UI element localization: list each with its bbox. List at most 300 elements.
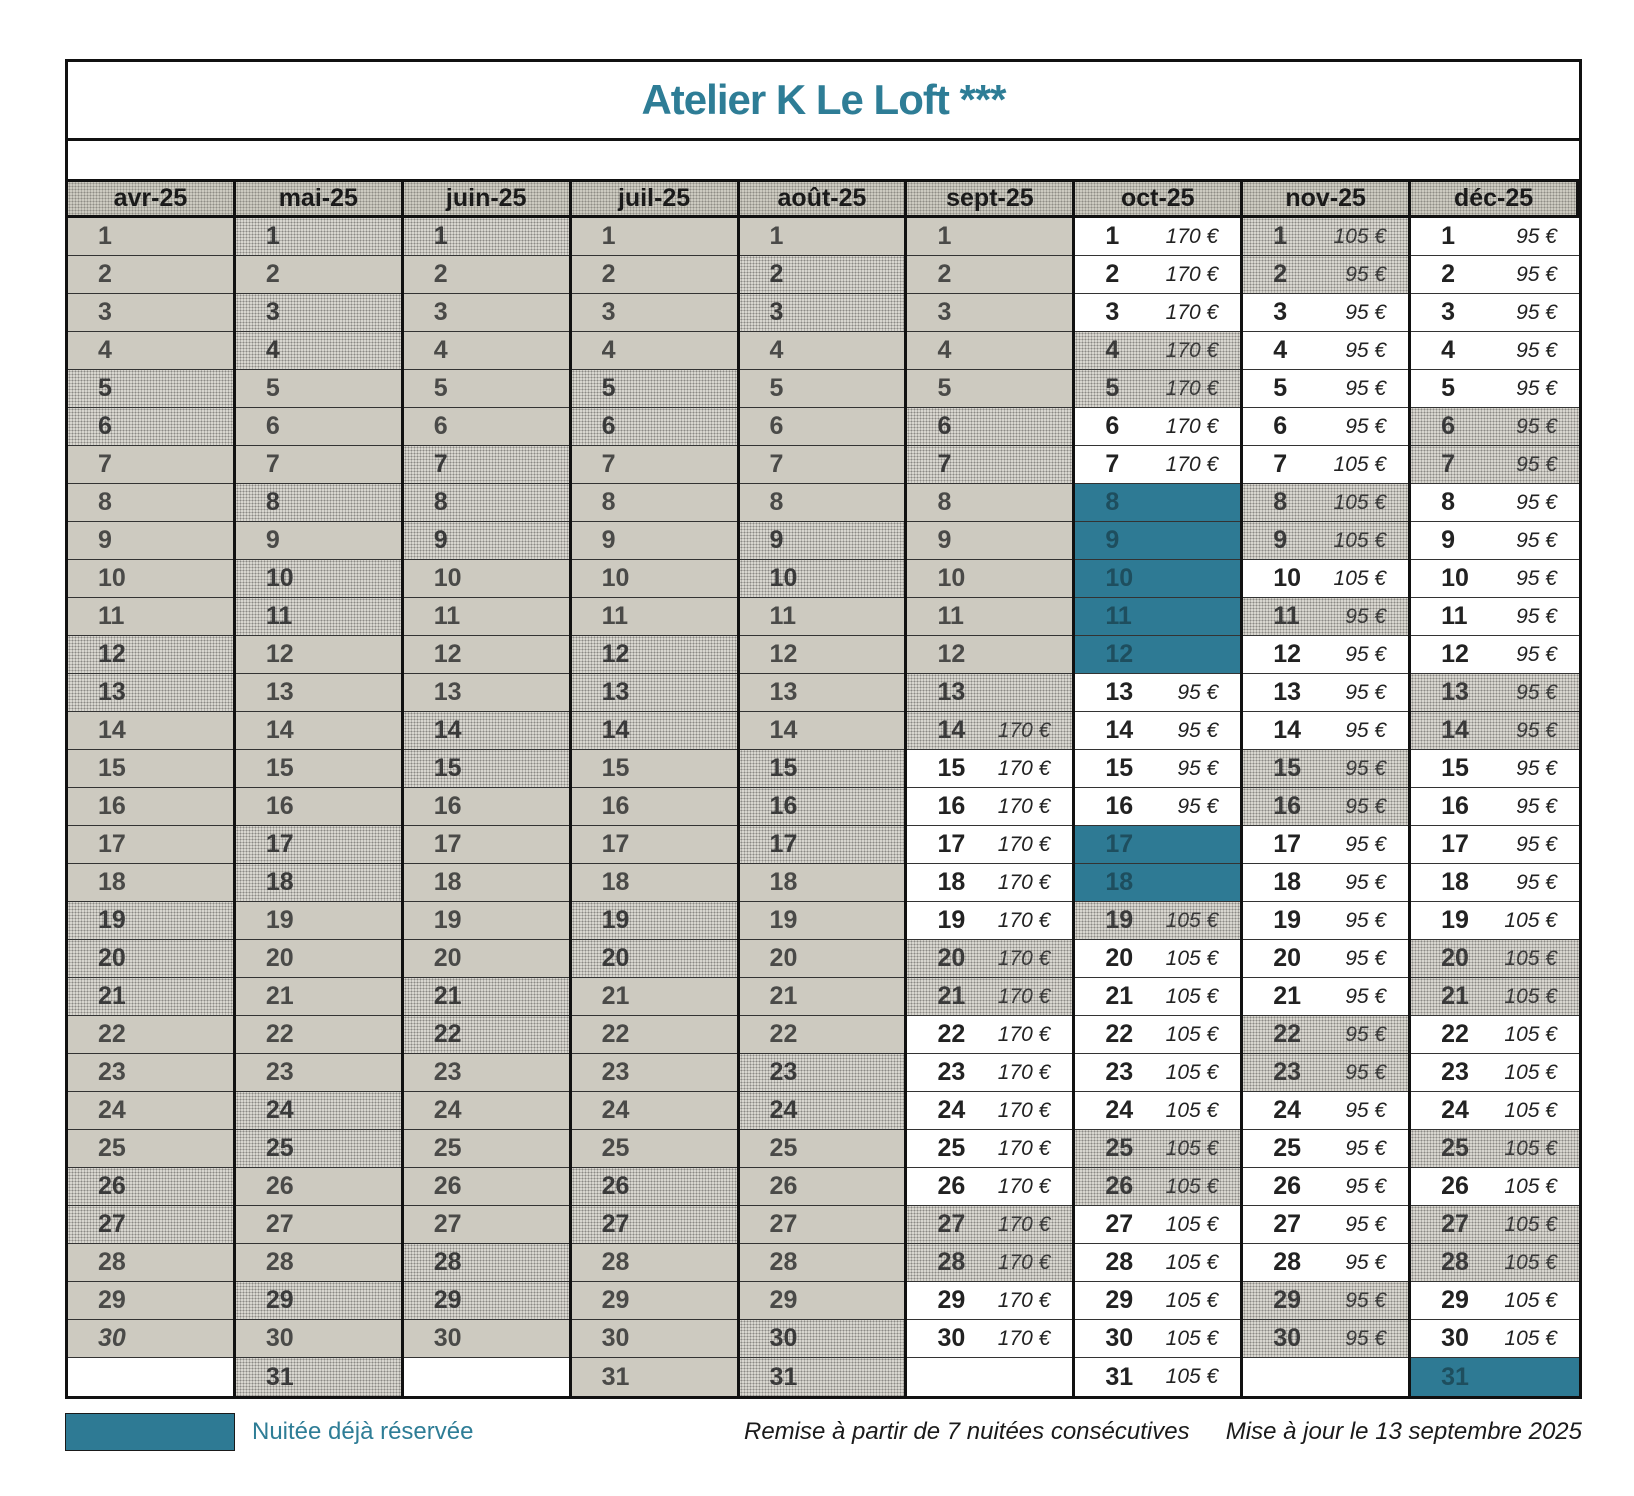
- day-cell[interactable]: [1075, 256, 1240, 294]
- day-number: 21: [769, 982, 798, 1010]
- day-cell: [572, 1244, 737, 1282]
- day-cell: [1243, 1320, 1408, 1358]
- day-number: 27: [1273, 1210, 1302, 1238]
- day-number: 25: [265, 1134, 294, 1162]
- day-number: 11: [937, 602, 964, 630]
- day-cell: [1411, 1358, 1579, 1396]
- day-number: 14: [601, 716, 630, 744]
- day-number: 29: [601, 1286, 630, 1314]
- day-cell: [740, 408, 905, 446]
- night-price: 105 €: [1165, 1250, 1219, 1274]
- day-cell: [740, 1168, 905, 1206]
- day-number: 23: [265, 1058, 294, 1086]
- day-number: 7: [433, 450, 448, 478]
- night-price: 105 €: [1504, 1174, 1557, 1198]
- day-number: 8: [937, 488, 952, 516]
- day-number: 14: [937, 716, 966, 744]
- day-number: 14: [769, 716, 798, 744]
- night-price: 170 €: [997, 1250, 1051, 1274]
- day-cell[interactable]: [1411, 218, 1579, 256]
- day-number: 31: [1441, 1362, 1469, 1391]
- night-price: 105 €: [1504, 946, 1557, 970]
- day-cell[interactable]: [1411, 560, 1579, 598]
- day-number: 12: [1441, 640, 1469, 668]
- day-cell: [236, 1320, 401, 1358]
- day-cell: [740, 1244, 905, 1282]
- day-cell[interactable]: [1243, 902, 1408, 940]
- day-number: 24: [1105, 1096, 1134, 1124]
- day-cell: [572, 598, 737, 636]
- day-number: 3: [98, 298, 112, 326]
- day-number: 12: [769, 640, 798, 668]
- day-cell: [740, 256, 905, 294]
- day-cell: [68, 902, 233, 940]
- night-price: 95 €: [1516, 300, 1557, 324]
- night-price: 170 €: [997, 870, 1051, 894]
- day-cell: [68, 1168, 233, 1206]
- day-cell: [1075, 826, 1240, 864]
- night-price: 105 €: [1504, 1060, 1557, 1084]
- day-number: 12: [937, 640, 966, 668]
- night-price: 95 €: [1516, 642, 1557, 666]
- day-cell: [404, 522, 569, 560]
- month-header: juil-25: [572, 182, 740, 218]
- day-number: 7: [1105, 450, 1120, 478]
- day-number: 23: [433, 1058, 462, 1086]
- day-cell: [572, 294, 737, 332]
- day-cell: [572, 826, 737, 864]
- day-cell[interactable]: [1075, 1244, 1240, 1282]
- day-cell[interactable]: [907, 1092, 1072, 1130]
- day-cell: [572, 788, 737, 826]
- day-number: 8: [1105, 488, 1120, 516]
- day-number: 29: [1441, 1286, 1469, 1314]
- day-number: 17: [601, 830, 630, 858]
- day-cell[interactable]: [1075, 712, 1240, 750]
- day-cell: [572, 522, 737, 560]
- day-cell[interactable]: [1243, 408, 1408, 446]
- day-cell[interactable]: [907, 1016, 1072, 1054]
- day-cell: [740, 560, 905, 598]
- day-cell: [1411, 674, 1579, 712]
- day-cell[interactable]: [1411, 522, 1579, 560]
- day-cell: [572, 1092, 737, 1130]
- night-price: 95 €: [1516, 718, 1557, 742]
- day-cell: [740, 712, 905, 750]
- day-cell[interactable]: [1075, 218, 1240, 256]
- day-number: 25: [937, 1134, 966, 1162]
- day-number: 2: [98, 260, 112, 288]
- day-cell[interactable]: [1075, 446, 1240, 484]
- day-cell: [572, 1282, 737, 1320]
- day-cell: [404, 484, 569, 522]
- day-cell: [68, 218, 233, 256]
- day-cell: [1075, 864, 1240, 902]
- day-cell: [1411, 1206, 1579, 1244]
- day-number: 26: [265, 1172, 294, 1200]
- month-column: [740, 218, 908, 1396]
- day-cell[interactable]: [1411, 902, 1579, 940]
- day-cell: [1411, 1244, 1579, 1282]
- day-number: 27: [937, 1210, 966, 1238]
- day-cell[interactable]: [1075, 1054, 1240, 1092]
- day-cell[interactable]: [907, 826, 1072, 864]
- day-number: 8: [601, 488, 616, 516]
- night-price: 105 €: [1333, 452, 1387, 476]
- day-number: 19: [265, 906, 294, 934]
- day-cell: [572, 256, 737, 294]
- day-cell[interactable]: [1075, 408, 1240, 446]
- day-number: 31: [601, 1362, 630, 1391]
- day-number: 2: [937, 260, 952, 288]
- day-cell: [68, 1320, 233, 1358]
- day-number: 24: [1273, 1096, 1302, 1124]
- day-number: 17: [1105, 830, 1134, 858]
- day-cell: [572, 370, 737, 408]
- day-number: 13: [1273, 678, 1302, 706]
- day-number: 19: [433, 906, 462, 934]
- day-number: 18: [98, 868, 126, 896]
- day-number: 3: [601, 298, 616, 326]
- day-number: 10: [1105, 564, 1134, 592]
- day-number: 22: [1273, 1020, 1302, 1048]
- day-number: 16: [937, 792, 966, 820]
- calendar-frame: [65, 59, 1582, 1399]
- day-cell[interactable]: [1075, 1320, 1240, 1358]
- day-number: 7: [601, 450, 616, 478]
- day-number: 17: [433, 830, 462, 858]
- day-cell: [740, 294, 905, 332]
- day-cell: [1075, 522, 1240, 560]
- night-price: 95 €: [1345, 1136, 1387, 1160]
- night-price: 105 €: [1165, 1365, 1219, 1388]
- day-cell[interactable]: [1411, 484, 1579, 522]
- day-cell: [404, 674, 569, 712]
- legend-booked-label: Nuitée déjà réservée: [252, 1418, 474, 1445]
- day-cell[interactable]: [1411, 1320, 1579, 1358]
- day-cell: [572, 218, 737, 256]
- day-cell[interactable]: [1411, 294, 1579, 332]
- day-number: 16: [1105, 792, 1134, 820]
- day-cell[interactable]: [907, 750, 1072, 788]
- day-number: 26: [98, 1172, 126, 1200]
- day-cell[interactable]: [1411, 1054, 1579, 1092]
- day-number: 12: [265, 640, 294, 668]
- day-cell: [1075, 1168, 1240, 1206]
- day-cell[interactable]: [1243, 1168, 1408, 1206]
- day-number: 2: [265, 260, 280, 288]
- calendar-grid: [68, 182, 1579, 1396]
- night-price: 95 €: [1177, 718, 1219, 742]
- day-number: 12: [98, 640, 126, 668]
- day-number: 22: [1441, 1020, 1469, 1048]
- day-cell[interactable]: [1411, 864, 1579, 902]
- day-cell: [404, 1320, 569, 1358]
- day-cell[interactable]: [1243, 674, 1408, 712]
- day-cell[interactable]: [1243, 370, 1408, 408]
- day-number: 8: [265, 488, 280, 516]
- night-price: 170 €: [997, 794, 1051, 818]
- day-number: 30: [1105, 1324, 1134, 1352]
- day-number: 8: [98, 488, 112, 516]
- day-cell: [740, 1358, 905, 1396]
- day-cell: [907, 1244, 1072, 1282]
- day-number: 15: [769, 754, 798, 782]
- day-number: 7: [1441, 450, 1456, 478]
- day-cell: [907, 940, 1072, 978]
- day-cell[interactable]: [907, 864, 1072, 902]
- day-cell: [740, 598, 905, 636]
- day-number: 1: [265, 222, 280, 250]
- day-number: 12: [1105, 640, 1134, 668]
- day-cell[interactable]: [1243, 332, 1408, 370]
- day-cell: [740, 218, 905, 256]
- night-price: 170 €: [997, 1060, 1051, 1084]
- day-cell: [740, 1054, 905, 1092]
- night-price: 95 €: [1345, 946, 1387, 970]
- day-cell: [1243, 1282, 1408, 1320]
- day-cell: [1243, 1054, 1408, 1092]
- day-number: 4: [433, 336, 448, 364]
- day-cell[interactable]: [1411, 256, 1579, 294]
- month-header: déc-25: [1411, 182, 1579, 218]
- day-number: 15: [265, 754, 294, 782]
- day-number: 2: [433, 260, 448, 288]
- night-price: 170 €: [997, 1326, 1051, 1350]
- day-number: 1: [1441, 222, 1456, 250]
- night-price: 95 €: [1516, 338, 1557, 362]
- day-cell[interactable]: [1411, 1016, 1579, 1054]
- day-cell[interactable]: [907, 902, 1072, 940]
- night-price: 105 €: [1165, 1022, 1219, 1046]
- day-number: 2: [1105, 260, 1120, 288]
- day-number: 28: [601, 1248, 630, 1276]
- day-cell[interactable]: [907, 1282, 1072, 1320]
- day-cell: [68, 522, 233, 560]
- day-cell[interactable]: [1075, 750, 1240, 788]
- day-cell[interactable]: [1075, 674, 1240, 712]
- day-cell: [236, 1206, 401, 1244]
- day-cell: [740, 1320, 905, 1358]
- day-cell: [68, 370, 233, 408]
- day-number: 19: [937, 906, 966, 934]
- night-price: 95 €: [1516, 452, 1557, 476]
- day-cell: [572, 1016, 737, 1054]
- day-cell: [740, 978, 905, 1016]
- day-cell[interactable]: [1075, 294, 1240, 332]
- day-number: 26: [1441, 1172, 1469, 1200]
- day-cell[interactable]: [1243, 1092, 1408, 1130]
- day-cell: [572, 484, 737, 522]
- day-cell[interactable]: [1243, 446, 1408, 484]
- day-cell: [1411, 446, 1579, 484]
- day-cell[interactable]: [1075, 1092, 1240, 1130]
- day-cell: [404, 1016, 569, 1054]
- day-cell[interactable]: [1243, 1206, 1408, 1244]
- day-cell[interactable]: [907, 1054, 1072, 1092]
- day-cell[interactable]: [1411, 332, 1579, 370]
- night-price: 105 €: [1165, 1288, 1219, 1312]
- day-cell[interactable]: [1075, 1358, 1240, 1396]
- night-price: 170 €: [1165, 376, 1219, 400]
- day-cell: [68, 636, 233, 674]
- day-cell: [1075, 636, 1240, 674]
- month-header: mai-25: [236, 182, 404, 218]
- day-number: 18: [1441, 868, 1469, 896]
- day-cell[interactable]: [1075, 1206, 1240, 1244]
- day-cell[interactable]: [1411, 1282, 1579, 1320]
- day-number: 25: [1441, 1134, 1469, 1162]
- day-cell[interactable]: [1243, 1130, 1408, 1168]
- day-cell[interactable]: [907, 1130, 1072, 1168]
- day-number: 7: [1273, 450, 1288, 478]
- day-number: 26: [1105, 1172, 1134, 1200]
- day-cell: [740, 484, 905, 522]
- day-cell: [404, 902, 569, 940]
- day-cell: [68, 446, 233, 484]
- day-cell: [1411, 408, 1579, 446]
- month-header: août-25: [740, 182, 908, 218]
- night-price: 95 €: [1516, 490, 1557, 514]
- day-cell: [68, 484, 233, 522]
- day-number: 18: [601, 868, 630, 896]
- day-number: 3: [1441, 298, 1456, 326]
- night-price: 95 €: [1345, 680, 1387, 704]
- day-cell[interactable]: [1243, 978, 1408, 1016]
- day-number: 20: [265, 944, 294, 972]
- day-number: 24: [601, 1096, 630, 1124]
- day-cell[interactable]: [1243, 1244, 1408, 1282]
- day-number: 8: [433, 488, 448, 516]
- day-cell: [404, 1244, 569, 1282]
- night-price: 105 €: [1333, 528, 1387, 552]
- day-number: 10: [265, 564, 294, 592]
- day-number: 28: [769, 1248, 798, 1276]
- day-cell[interactable]: [1411, 598, 1579, 636]
- day-cell[interactable]: [1411, 788, 1579, 826]
- day-cell[interactable]: [1243, 826, 1408, 864]
- day-number: 17: [937, 830, 966, 858]
- day-number: 25: [98, 1134, 126, 1162]
- day-cell: [236, 1130, 401, 1168]
- day-cell[interactable]: [1075, 1282, 1240, 1320]
- day-cell: [907, 674, 1072, 712]
- day-number: 4: [937, 336, 952, 364]
- day-cell[interactable]: [1243, 864, 1408, 902]
- day-cell: [236, 1244, 401, 1282]
- day-cell[interactable]: [1411, 636, 1579, 674]
- day-cell: [740, 522, 905, 560]
- day-cell[interactable]: [1075, 978, 1240, 1016]
- day-cell: [236, 712, 401, 750]
- day-cell[interactable]: [1411, 1168, 1579, 1206]
- day-number: 15: [1105, 754, 1134, 782]
- day-number: 23: [1105, 1058, 1134, 1086]
- day-cell[interactable]: [907, 1320, 1072, 1358]
- update-note: Mise à jour le 13 septembre 2025: [1225, 1418, 1582, 1445]
- day-cell: [236, 940, 401, 978]
- day-number: 26: [1273, 1172, 1302, 1200]
- day-number: 2: [769, 260, 784, 288]
- day-number: 29: [98, 1286, 126, 1314]
- day-number: 13: [1105, 678, 1134, 706]
- day-number: 6: [769, 412, 784, 440]
- day-number: 20: [98, 944, 126, 972]
- day-cell: [1075, 1130, 1240, 1168]
- day-cell[interactable]: [1243, 940, 1408, 978]
- night-price: 95 €: [1516, 414, 1557, 438]
- day-cell[interactable]: [1075, 788, 1240, 826]
- day-cell: [1411, 712, 1579, 750]
- day-number: 10: [601, 564, 630, 592]
- day-number: 1: [601, 222, 616, 250]
- day-cell: [236, 218, 401, 256]
- day-number: 29: [769, 1286, 798, 1314]
- day-number: 14: [1105, 716, 1134, 744]
- day-cell[interactable]: [1411, 1092, 1579, 1130]
- day-cell[interactable]: [1243, 294, 1408, 332]
- day-number: 16: [433, 792, 462, 820]
- night-price: 170 €: [997, 756, 1051, 780]
- day-cell: [236, 1092, 401, 1130]
- day-cell: [404, 1130, 569, 1168]
- day-number: 4: [601, 336, 616, 364]
- legend-booked-swatch: [65, 1413, 235, 1451]
- empty-cell: [1243, 1358, 1408, 1396]
- day-number: 15: [98, 754, 126, 782]
- day-number: 14: [433, 716, 462, 744]
- night-price: 170 €: [997, 1022, 1051, 1046]
- day-cell[interactable]: [1411, 826, 1579, 864]
- night-price: 95 €: [1516, 794, 1557, 818]
- day-cell[interactable]: [907, 1168, 1072, 1206]
- day-cell: [68, 978, 233, 1016]
- day-cell[interactable]: [907, 788, 1072, 826]
- day-cell: [907, 332, 1072, 370]
- day-number: 17: [98, 830, 126, 858]
- day-cell[interactable]: [1075, 940, 1240, 978]
- day-number: 4: [265, 336, 280, 364]
- day-cell: [572, 446, 737, 484]
- day-cell: [236, 370, 401, 408]
- day-cell[interactable]: [1411, 750, 1579, 788]
- night-price: 95 €: [1177, 794, 1219, 818]
- day-cell[interactable]: [1243, 636, 1408, 674]
- day-number: 30: [433, 1324, 462, 1352]
- day-number: 17: [1441, 830, 1469, 858]
- day-number: 25: [601, 1134, 630, 1162]
- day-number: 12: [1273, 640, 1302, 668]
- day-cell[interactable]: [1243, 712, 1408, 750]
- night-price: 95 €: [1516, 832, 1557, 856]
- night-price: 105 €: [1165, 984, 1219, 1008]
- day-number: 15: [601, 754, 630, 782]
- day-cell: [572, 902, 737, 940]
- day-cell: [236, 1016, 401, 1054]
- day-cell[interactable]: [1411, 370, 1579, 408]
- day-number: 4: [1273, 336, 1288, 364]
- day-number: 19: [1273, 906, 1302, 934]
- day-cell: [907, 712, 1072, 750]
- day-cell: [572, 978, 737, 1016]
- day-number: 28: [433, 1248, 462, 1276]
- day-cell: [907, 256, 1072, 294]
- day-cell[interactable]: [1075, 1016, 1240, 1054]
- day-cell[interactable]: [1243, 560, 1408, 598]
- day-cell: [404, 218, 569, 256]
- night-price: 170 €: [997, 1098, 1051, 1122]
- month-column: [1411, 218, 1579, 1396]
